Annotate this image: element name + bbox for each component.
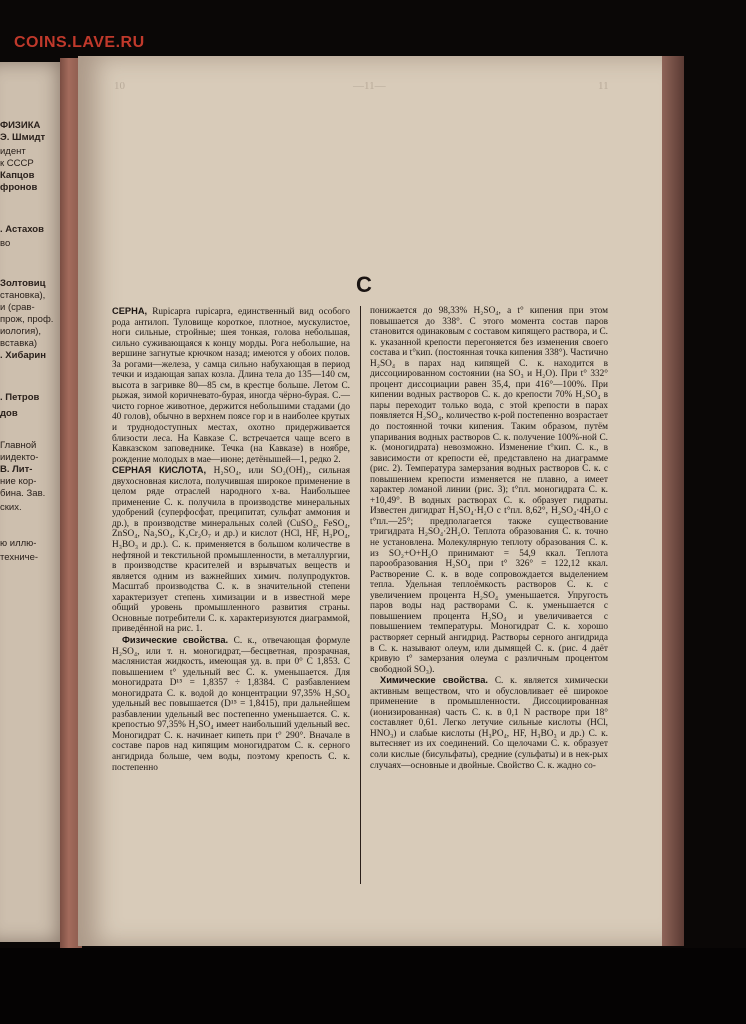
right-page <box>78 56 668 946</box>
left-page-line: . Астахов <box>0 224 44 235</box>
left-page-line: В. Лит- <box>0 464 33 475</box>
left-page-line: . Хибарин <box>0 350 46 361</box>
left-page-line: ФИЗИКА <box>0 120 41 131</box>
left-page-line: и (срав- <box>0 302 35 313</box>
left-page-line: к СССР <box>0 158 34 169</box>
article-heading: СЕРНАЯ КИСЛОТА, <box>112 465 207 476</box>
left-page-line: Капцов <box>0 170 35 181</box>
article-paragraph <box>370 306 608 675</box>
left-page-line: иология), <box>0 326 42 337</box>
article-text: С. к. является химически активным веществом, что и обусловливает её широкое применение в промышленности. Диссоциированная (ионизированная) часть С. к. в 0,1 N растворе при 18° составляет 0,61. Легко летучие сильные кислоты (HCl, HNO₃) и слабые кислоты (H₃PO₄, HF, H₃BO₃ и др.) С. к. вытесняет из их соединений. Со щелочами С. к. образует соли кислые (бисульфаты), средние (сульфаты) и в нек-рых случаях—основные и двойные. Свойство С. к. жадно со- <box>370 676 608 771</box>
article-heading: Физические свойства. <box>122 634 229 645</box>
left-page-line: идент <box>0 146 26 157</box>
left-page-line: прож, проф. <box>0 314 54 325</box>
left-page-line: вставка) <box>0 338 38 349</box>
article-text: H₂SO₄, или SO₂(OH)₂, сильная двухосновная кислота, получившая широкое применение в целом ряде отраслей народного х-ва. Наибольшее применение С. к. получила в производстве минеральных удобрений (суперфосфат, преципитат, сульфат аммония и др.), в производстве минеральных солей (CuSO₄, FeSO₄, ZnSO₄, Na₂SO₄, K₂Cr₂O₇ и др.) и кислот (HCl, HF, H₃PO₄, H₃BO₃ и др.). С. к. применяется в большом количестве в нефтяной и текстильной промышленности, в металлургии, в производстве красителей и взрывчатых веществ и является одним из важнейших химич. полупродуктов. Масштаб производства С. к. в значительной степени характеризует степень химизации и в известной мере общий уровень промышленного развития страны. Основные потребители С. к. характеризуются диаграммой, приведённой на рис. 1. <box>112 466 350 635</box>
left-page-line: становка), <box>0 290 46 301</box>
left-page-line: бина. Зав. <box>0 488 46 499</box>
left-page-line: фронов <box>0 182 38 193</box>
left-page-line: иидекто- <box>0 452 39 463</box>
left-page-line: техниче- <box>0 552 39 563</box>
article-text: Rupicapra rupicapra, единственный вид особого рода антилоп. Туловище короткое, плотное, мускулистое, ноги сильные, стройные; шея тонкая, голова небольшая, сильно суживающаяся к концу морды. Рога небольшие, на вершине загнутые крючком назад; имеются у обоих полов. За рогами—железа, у самца сильно набухающая в период течки и издающая запах козла. Длина тела до 135—140 см, высота в загривке 80—85 см, в крестце больше. Летом С. рыжая, зимой коричневато-бурая, иногда чёрно-бурая. С.—чисто горное животное, держится небольшими стадами (до 40 голов), обычно в верхнем поясе гор и в наиболее крутых и труднодоступных местах, охотно придерживается близости леса. На Кавказе С. встречается чаще всего в Кавказском заповеднике. Течка (на Кавказе) в ноябре, рождение молодых в мае—июне; детёнышей—1, редко 2. <box>112 307 350 465</box>
bottom-shadow <box>0 948 746 1024</box>
article-paragraph <box>112 635 350 773</box>
left-page-line: дов <box>0 408 18 419</box>
left-page-line: Главной <box>0 440 37 451</box>
watermark: COINS.LAVE.RU <box>14 34 145 51</box>
page-edge <box>662 56 684 946</box>
column-divider <box>360 306 361 884</box>
left-column <box>112 306 350 886</box>
left-page-line: во <box>0 238 11 249</box>
left-page-line: Э. Шмидт <box>0 132 46 143</box>
left-page-line: Золтовиц <box>0 278 46 289</box>
left-page-line: ских. <box>0 502 22 513</box>
left-page-line: . Петров <box>0 392 40 403</box>
section-letter: С <box>356 272 372 297</box>
article-paragraph <box>112 465 350 635</box>
page-number-left: 10 <box>114 80 125 92</box>
running-header: —11— <box>353 80 386 92</box>
article-heading: СЕРНА, <box>112 306 148 316</box>
article-paragraph <box>370 675 608 771</box>
article-text: С. к., отвечающая формуле H₂SO₄, или т. н. моногидрат,—бесцветная, прозрачная, маслянистая жидкость, имеющая уд. в. при 0° С 1,853. С повышением t° удельный вес С. к. уменьшается. Для моногидрата D¹⁵ = 1,8357 ÷ 1,8384. С разбавлением моногидрата С. к. водой до концентрации 97,35% H₂SO₄ удельный вес повышается (D¹⁵ = 1,8415), при дальнейшем разбавлении удельный вес постепенно уменьшается. С. к. крепостью 97,35% H₂SO₄ имеет наибольший удельный вес. Моногидрат С. к. начинает кипеть при t° 290°. Вначале в составе паров над кипящим моногидратом С. к. серного ангидрида больше, чем воды, поэтому крепость С. к. постепенно <box>112 635 350 773</box>
article-heading: Химические свойства. <box>380 675 488 686</box>
article-paragraph <box>112 306 350 465</box>
article-text: понижается до 98,33% H₂SO₄, а t° кипения при этом повышается до 338°. С этого момента состав паров становится одинаковым с составом кипящего раствора, и С. к. указанной крепости перегоняется без изменения своего состава и t°кип. (постоянная точка кипения 338°). Частично H₂SO₄ в парах над кипящей С. к. находится в диссоциированном состоянии (на SO₃ и H₂O). При t° 332° процент диссоциации равен 35,4, при 416°—100%. При кипении водных растворов С. к. до крепости 70% H₂SO₄ в пары переходит только вода, с этой крепости в парах появляется H₂SO₄, количество к-рой постепенно возрастает до постоянной точки кипения. Таким образом, путём упаривания водных растворов С. к. получение 100%-ной С. к. (моногидрата) невозможно. Изменение t°кип. С. к., в зависимости от крепости её, представлено на диаграмме (рис. 2). Температура замерзания водных растворов С. к. с повышением крепости изменяется не плавно, а имеет характер ломаной линии (рис. 3); t°пл. моногидрата С. к. +10,49°. В водных растворах С. к. образует гидраты. Известен дигидрат H₂SO₄·H₂O с t°пл. 8,62°, H₂SO₄·4H₂O с t°пл.—25°; предполагается также существование тригидрата H₂SO₄·2H₂O. Теплота образования С. к. точно не установлена. Молекулярную теплоту образования С. к. из SO₂+O+H₂O принимают = 54,9 ккал. Теплота парообразования H₂SO₄ при t° 326° = 122,12 ккал. Растворение С. к. в воде сопровождается выделением тепла. Удельная теплоёмкость растворов С. к. с увеличением процента H₂SO₄ уменьшается. Упругость паров воды над растворами С. к. уменьшается с повышением процента H₂SO₄ и увеличивается с повышением температуры. Моногидрат С. к. хорошо растворяет серный ангидрид. Растворы серного ангидрида в С. к. называют олеум, или дымящей С. к. (рис. 4 даёт кривую t° замерзания олеума с различным процентом свободной SO₃). <box>370 306 608 675</box>
page-number-right: 11 <box>598 80 609 92</box>
left-page-line: ю иллю- <box>0 538 37 549</box>
left-page-line: ние кор- <box>0 476 37 487</box>
right-column <box>370 306 608 886</box>
